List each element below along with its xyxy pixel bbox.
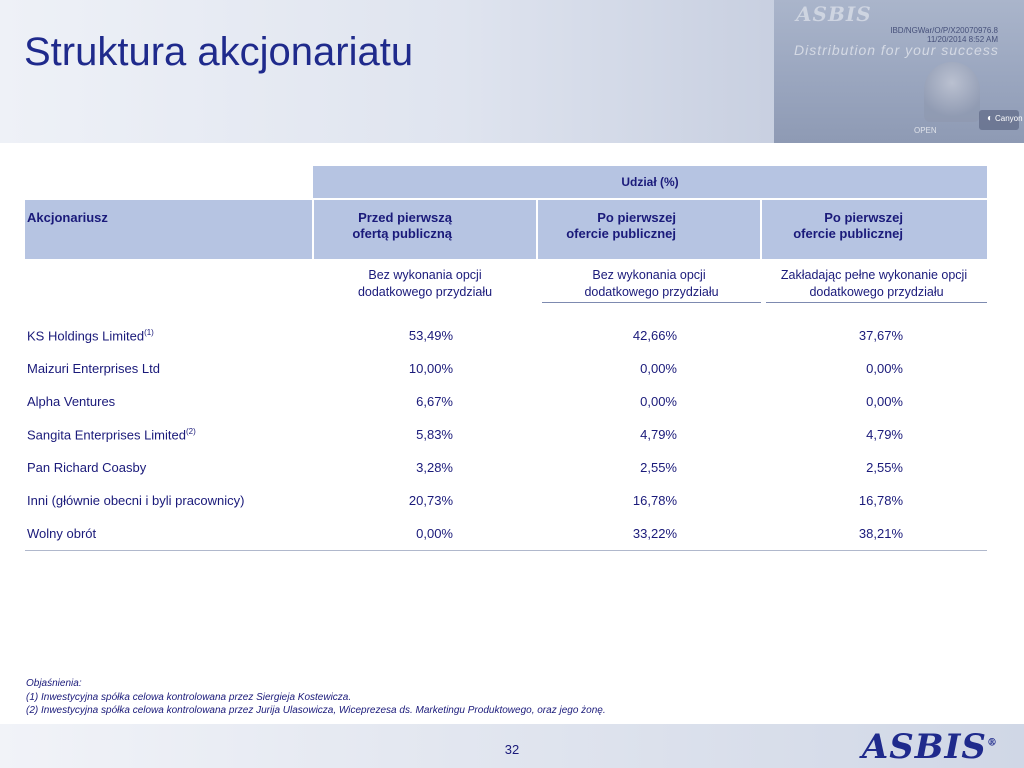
value-before-ipo: 0,00% [313, 517, 537, 551]
footnote-ref: (1) [144, 327, 154, 337]
subheader-line: dodatkowego przydziału [357, 285, 493, 299]
column-header-line: ofertą publiczną [352, 226, 452, 241]
empty-cell [25, 259, 313, 319]
column-header-line: ofercie publicznej [793, 226, 903, 241]
column-header-row [25, 199, 987, 259]
value-after-ipo-full: 16,78% [858, 493, 903, 508]
shareholder-name [25, 484, 313, 517]
brand-tagline: Distribution for your success [794, 42, 999, 58]
table-row [25, 319, 987, 352]
document-id-line2: 11/20/2014 8:52 AM [926, 35, 998, 44]
table-row [25, 517, 987, 551]
table-row [25, 385, 987, 418]
value-before-ipo: 6,67% [416, 394, 453, 409]
shareholder-name [25, 319, 313, 352]
canyon-logo-icon: ◐ [986, 113, 994, 124]
value-after-ipo-full: 38,21% [761, 517, 987, 551]
page-title: Struktura akcjonariatu [24, 30, 414, 74]
value-before-ipo: 10,00% [408, 361, 453, 376]
shareholder-name [25, 385, 313, 418]
column-header-line: Przed pierwszą [358, 210, 452, 225]
table-row [25, 418, 987, 451]
subheader-row [25, 259, 987, 319]
subheader-col1 [313, 259, 537, 319]
open-label: OPEN [914, 126, 937, 135]
value-after-ipo: 0,00% [640, 361, 677, 376]
shareholder-name-text: Maizuri Enterprises Ltd [27, 361, 160, 376]
value-after-ipo-full: 0,00% [866, 361, 903, 376]
column-header-after-ipo [537, 199, 761, 259]
value-after-ipo: 0,00% [640, 394, 677, 409]
shareholder-name [25, 418, 313, 451]
subheader-col2 [537, 259, 761, 319]
subheader-col3 [761, 259, 987, 319]
shareholder-name-text: KS Holdings Limited [27, 328, 145, 344]
footnote-ref: (2) [185, 426, 196, 436]
logo-text: ASBIS [861, 727, 987, 767]
table-row [25, 352, 987, 385]
empty-cell [25, 166, 313, 199]
footnotes-title: Objaśnienia: [26, 678, 82, 689]
shareholder-name-text: Sangita Enterprises Limited [27, 427, 186, 443]
value-after-ipo: 4,79% [640, 427, 677, 442]
value-after-ipo-full: 2,55% [866, 460, 903, 475]
page-number: 32 [504, 742, 520, 757]
column-header-before-ipo [313, 199, 537, 259]
asbis-logo [862, 727, 998, 767]
value-after-ipo-full: 4,79% [866, 427, 903, 442]
value-after-ipo-full: 0,00% [866, 394, 903, 409]
column-header-shareholder: Akcjonariusz [25, 199, 313, 259]
document-id-line1: IBD/NGWar/O/P/X20070976.8 [890, 26, 998, 35]
shareholder-name [25, 451, 313, 484]
brand-watermark: ASBIS [796, 2, 872, 26]
value-after-ipo-full: 37,67% [858, 328, 903, 343]
header-photo [774, 0, 1024, 143]
group-header-row [25, 166, 987, 199]
shareholder-name-text: Pan Richard Coasby [27, 460, 147, 475]
value-after-ipo: 2,55% [640, 460, 677, 475]
canyon-sign-label: Canyon [995, 114, 1023, 123]
canyon-sign [979, 110, 1023, 130]
subheader-line: Bez wykonania opcji [368, 268, 482, 282]
document-id [890, 26, 998, 44]
column-header-line: Po pierwszej [597, 210, 676, 225]
header-band [0, 0, 1024, 143]
subheader-line: Zakładając pełne wykonanie opcji [780, 268, 968, 282]
shareholder-name [25, 517, 313, 551]
footnotes [26, 677, 606, 718]
value-before-ipo: 53,49% [408, 328, 453, 343]
value-after-ipo: 42,66% [632, 328, 677, 343]
subheader-line: dodatkowego przydziału [542, 284, 761, 303]
value-before-ipo: 20,73% [408, 493, 453, 508]
footer-band [0, 724, 1024, 768]
footnote-2: (2) Inwestycyjna spółka celowa kontrolowana przez Jurija Ulasowicza, Wiceprezesa ds. Marketingu Produktowego, oraz jego żonę. [26, 705, 606, 716]
subheader-line: Bez wykonania opcji [592, 268, 706, 282]
shareholder-table [25, 166, 987, 551]
person-photo-icon [924, 62, 980, 122]
column-header-after-ipo-full [761, 199, 987, 259]
column-header-line: ofercie publicznej [566, 226, 676, 241]
table-row [25, 451, 987, 484]
value-before-ipo: 5,83% [416, 427, 453, 442]
shareholder-name-text: Inni (głównie obecni i byli pracownicy) [27, 493, 245, 508]
column-header-line: Po pierwszej [824, 210, 903, 225]
value-before-ipo: 3,28% [416, 460, 453, 475]
group-header: Udział (%) [313, 166, 987, 199]
table-row [25, 484, 987, 517]
subheader-line: dodatkowego przydziału [766, 284, 987, 303]
footnote-1: (1) Inwestycyjna spółka celowa kontrolowana przez Siergieja Kostewicza. [26, 691, 352, 703]
registered-mark: ® [987, 737, 998, 749]
value-after-ipo: 16,78% [632, 493, 677, 508]
shareholder-name [25, 352, 313, 385]
shareholder-name-text: Alpha Ventures [27, 394, 116, 409]
value-after-ipo: 33,22% [537, 517, 761, 551]
shareholder-name-text: Wolny obrót [27, 526, 97, 541]
